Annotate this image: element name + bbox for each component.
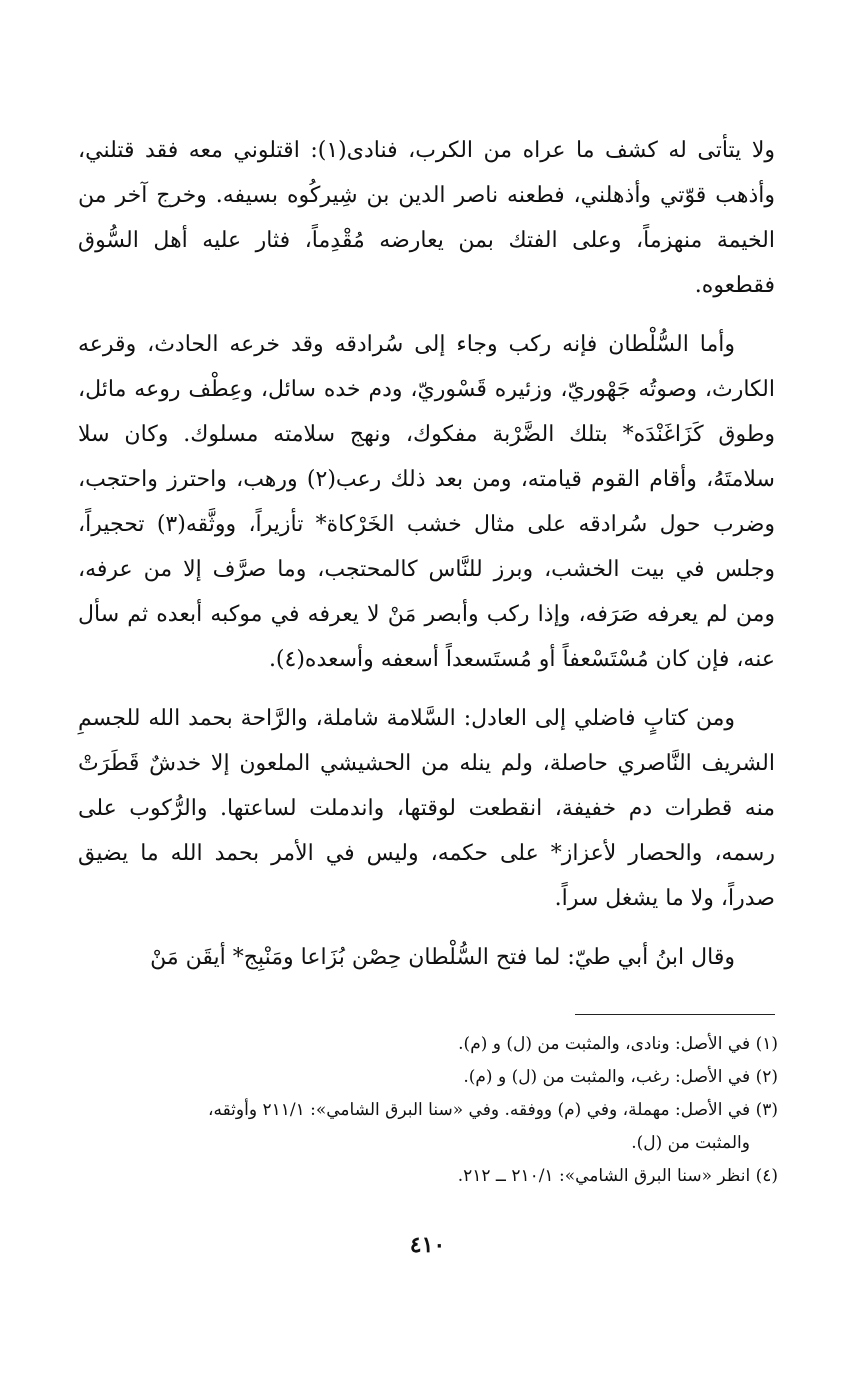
- footnote-separator: [575, 1014, 775, 1015]
- page-number: ٤١٠: [409, 1232, 446, 1258]
- main-text: [78, 128, 775, 980]
- footnote-3: (٣) في الأصل: مهملة، وفي (م) ووفقه. وفي «سنا البرق الشامي»: ٢١١/١ وأوثقه،: [207, 1100, 778, 1120]
- paragraph-4: وقال ابنُ أبي طيّ: لما فتح السُّلْطان حِصْن بُزَاعا ومَنْبِج* أيقَن مَنْ: [150, 945, 735, 970]
- paragraph-2: وأما السُّلْطان فإنه ركب وجاء إلى سُرادقه وقد خرعه الحادث، وقرعه الكارث، وصوتُه جَهْوريّ، وزئيره قَسْوريّ، ودم خده سائل، وعِطْف روعه مائل، وطوق كَزَاغَنْدَه* بتلك الضَّرْبة مفكوك، ونهج سلامته مسلوك. وكان سلا سلامتَهُ، وأقام القوم قيامته، ومن بعد ذلك رعب(٢) ورهب، واحترز واحتجب، وضرب حول سُرادقه على مثال خشب الخَرْكاة* تأزيراً، ووثَّقه(٣) تحجيراً، وجلس في بيت الخشب، وبرز للنَّاس كالمحتجب، وما صرَّف إلا من عرفه، ومن لم يعرفه صَرَفه، وإذا ركب وأبصر مَنْ لا يعرفه في موكبه أبعده ثم سأل عنه، فإن كان مُسْتَسْعفاً أو مُستَسعداً أسعفه وأسعده(٤).: [78, 332, 775, 672]
- footnote-1: (١) في الأصل: ونادى، والمثبت من (ل) و (م).: [458, 1034, 778, 1054]
- footnote-2: (٢) في الأصل: رغب، والمثبت من (ل) و (م).: [463, 1067, 778, 1087]
- footnotes: [78, 1028, 778, 1193]
- footnote-4: (٤) انظر «سنا البرق الشامي»: ٢١٠/١ ــ ٢١٢.: [457, 1166, 778, 1186]
- paragraph-1: ولا يتأتى له كشف ما عراه من الكرب، فنادى(١): اقتلوني معه فقد قتلني، وأذهب قوّتي وأذهلني، فطعنه ناصر الدين بن شِيركُوه بسيفه. وخرج آخر من الخيمة منهزماً، وعلى الفتك بمن يعارضه مُقْدِماً، فثار عليه أهل السُّوق فقطعوه.: [78, 138, 775, 298]
- footnote-3-continuation: والمثبت من (ل).: [631, 1133, 750, 1153]
- paragraph-3: ومن كتابٍ فاضلي إلى العادل: السَّلامة شاملة، والرَّاحة بحمد الله للجسمِ الشريف النَّاصري حاصلة، ولم ينله من الحشيشي الملعون إلا خدشٌ قَطَرَتْ منه قطرات دم خفيفة، انقطعت لوقتها، واندملت لساعتها. والرُّكوب على رسمه، والحصار لأعزاز* على حكمه، وليس في الأمر بحمد الله ما يضيق صدراً، ولا ما يشغل سراً.: [78, 706, 775, 911]
